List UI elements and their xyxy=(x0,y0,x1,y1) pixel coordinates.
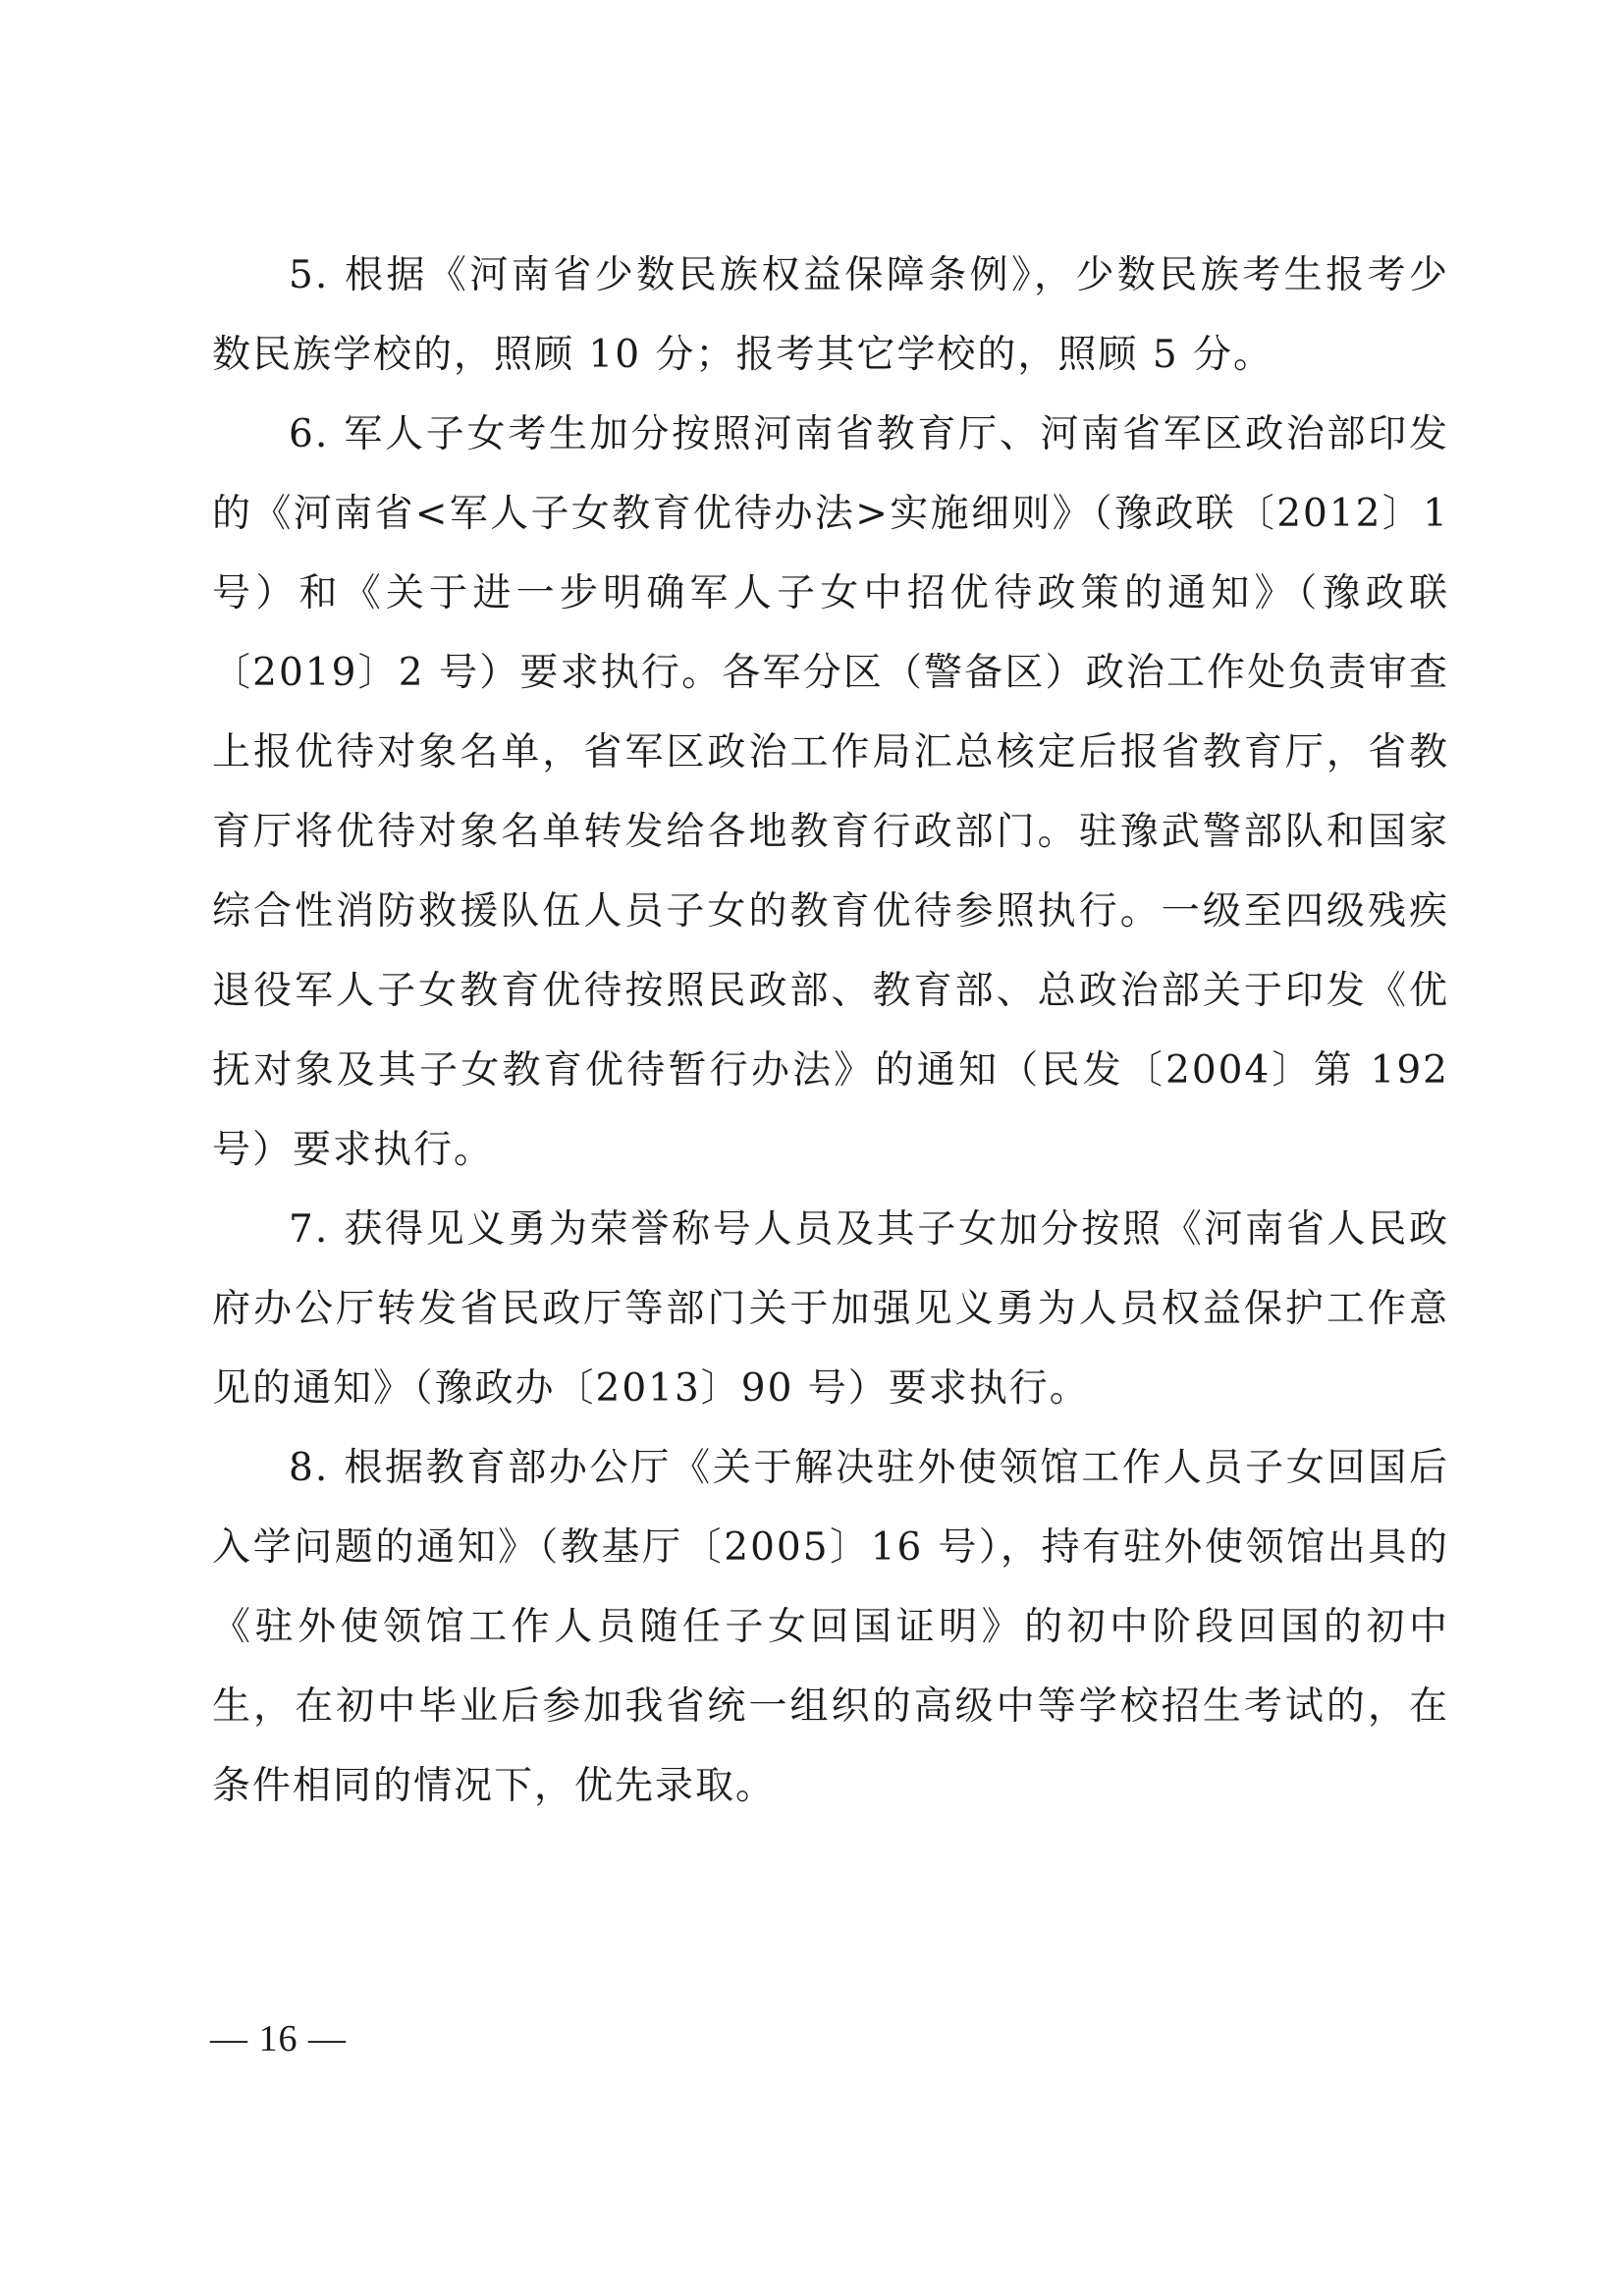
paragraph-item-6: 6. 军人子女考生加分按照河南省教育厅、河南省军区政治部印发的《河南省<军人子女教育优待办法>实施细则》（豫政联〔2012〕1 号）和《关于进一步明确军人子女中招优待政策的通知》（豫政联〔2019〕2 号）要求执行。各军分区（警备区）政治工作处负责审查上报优待对象名单，省军区政治工作局汇总核定后报省教育厅，省教育厅将优待对象名单转发给各地教育行政部门。驻豫武警部队和国家综合性消防救援队伍人员子女的教育优待参照执行。一级至四级残疾退役军人子女教育优待按照民政部、教育部、总政治部关于印发《优抚对象及其子女教育优待暂行办法》的通知（民发〔2004〕第 192 号）要求执行。 xyxy=(212,412,1449,1172)
paragraph-item-5: 5. 根据《河南省少数民族权益保障条例》，少数民族考生报考少数民族学校的，照顾 10 分；报考其它学校的，照顾 5 分。 xyxy=(212,253,1449,377)
page-number: — 16 — xyxy=(210,2018,347,2059)
paragraph-item-8: 8. 根据教育部办公厅《关于解决驻外使领馆工作人员子女回国后入学问题的通知》（教基厅〔2005〕16 号），持有驻外使领馆出具的《驻外使领馆工作人员随任子女回国证明》的初中阶段回国的初中生，在初中毕业后参加我省统一组织的高级中等学校招生考试的，在条件相同的情况下，优先录取。 xyxy=(212,1446,1449,1808)
document-body xyxy=(212,236,1449,1826)
paragraph-item-7: 7. 获得见义勇为荣誉称号人员及其子女加分按照《河南省人民政府办公厅转发省民政厅等部门关于加强见义勇为人员权益保护工作意见的通知》（豫政办〔2013〕90 号）要求执行。 xyxy=(212,1207,1449,1411)
